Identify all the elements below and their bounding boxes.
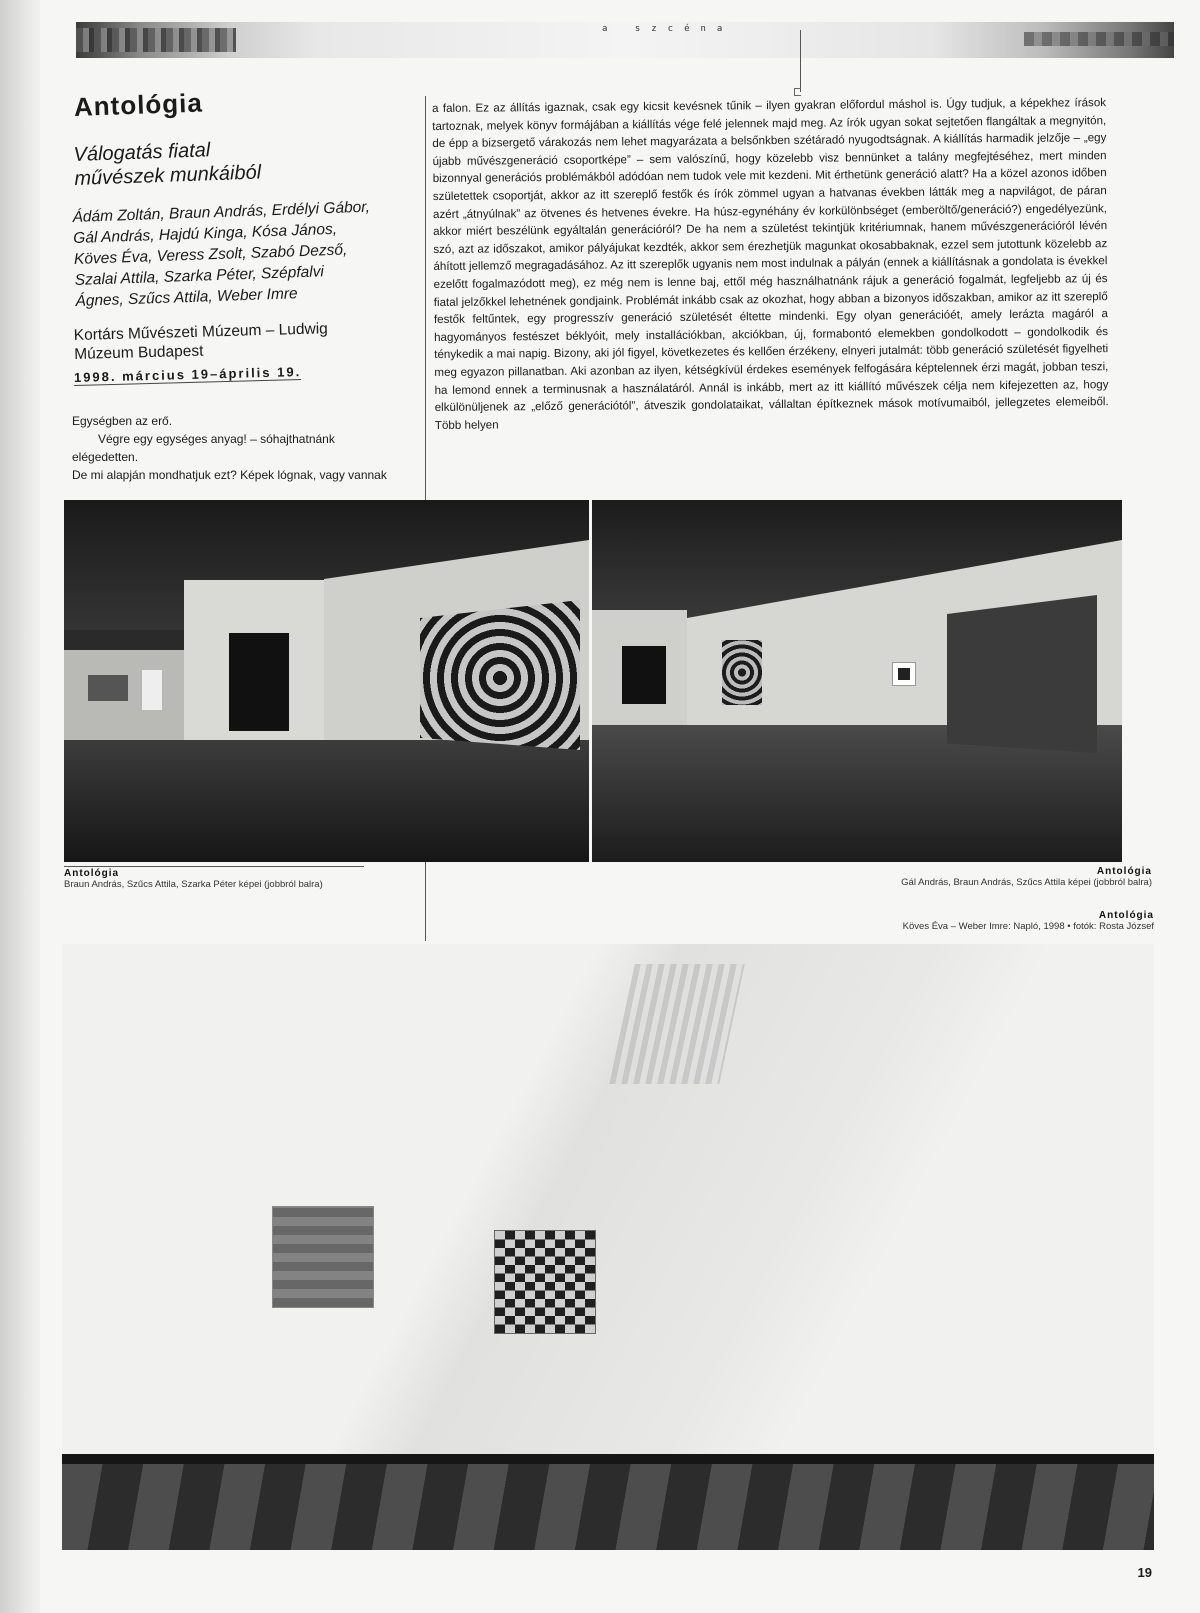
gallery-photo-2 [592, 500, 1122, 862]
magazine-page [40, 0, 1200, 1613]
caption-title: Antológia [1096, 866, 1152, 877]
artist-line: Ádám Zoltán, Braun András, Erdélyi Gábor, [72, 198, 371, 227]
concentric-circles-painting [420, 600, 580, 750]
subtitle-line: Válogatás fiatal [73, 139, 211, 167]
caption-text: Braun András, Szűcs Attila, Szarka Péter képei (jobbról balra) [64, 879, 323, 890]
caption-photo-3 [903, 910, 1154, 932]
gallery-photo-1 [64, 500, 589, 862]
caption-text: Gál András, Braun András, Szűcs Attila képei (jobbról balra) [901, 877, 1152, 888]
caption-text: Köves Éva – Weber Imre: Napló, 1998 • fotók: Rosta József [902, 921, 1154, 932]
article-title: Antológia [73, 87, 204, 122]
header-bracket [800, 30, 801, 92]
dark-painting [622, 646, 666, 704]
header-bracket-foot [794, 88, 801, 96]
venue-line: Kortárs Művészeti Múzeum – Ludwig [73, 320, 329, 345]
caption-title: Antológia [64, 868, 120, 879]
intro-line: De mi alapján mondhatjuk ezt? Képek lógnak, vagy vannak [72, 468, 387, 482]
page-gutter [0, 0, 40, 1613]
caption-photo-2 [901, 866, 1152, 888]
artist-line: Gál András, Hajdú Kinga, Kósa János, [72, 220, 338, 248]
exhibition-dates: 1998. március 19–április 19. [73, 364, 302, 385]
painting [88, 675, 128, 701]
large-grey-painting [947, 595, 1097, 753]
page-number: 19 [1137, 1565, 1152, 1580]
small-framed-painting [892, 662, 916, 686]
artist-line: Ágnes, Szűcs Attila, Weber Imre [75, 285, 298, 310]
artist-line: Köves Éva, Veress Zsolt, Szabó Dezső, [73, 241, 348, 268]
article-subtitle [73, 132, 400, 191]
article-sidebar [70, 87, 400, 484]
intro-line: Egységben az erő. [72, 414, 173, 428]
body-paragraph: a falon. Ez az állítás igaznak, csak egy kicsit kevésnek tűnik – ilyen gyakran előfordul máshol is. Úgy tudjuk, a képekhez írások tartoznak, melyek könyv formájában a kiállítás vége felé jelennek majd meg. Az írók ugyan sokat sejtetően flangáltak a megnyitón, de épp a bizsergető várakozás nem lehet magyarázata a belsőnkben szétáradó nyugodtságnak. A kiállítás harmadik jelzője – „egy újabb művészgeneráció csoportképe” – sem valószínű, hogy közelebb visz bennünket a talány megfejtéséhez, mert minden bizonnyal generációs problémákból adódóan nem tudok vele mit kezdeni. Mit érthetünk generáció alatt? Ha a közel azonos időben születettek csoportját, akkor az itt szereplő festők és írók zömmel ugyan a hatvanas években látták meg a napvilágot, de páran azért „átnyúlnak” az ötvenes és hetvenes évekre. Ha húsz-egynéhány év korkülönbséget (emberöltő/generáció?) engedélyezünk, akkor miért beszélünk egyáltalán generációról? De ha nem a születést tekintjük kritériumnak, hanem művészgenerációról lévén szó, azt az időszakot, amikor pályájukat kezdték, akkor sem érezhetjük magunkat okosabbaknak, ezzel sem jutottunk közelebb az áhított jellemző megragadásához. Az itt szereplők ugyanis nem most indulnak a pályán (ennek a kiállításnak a gondolata is évekkel ezelőtt fogalmazódott meg), ez még nem is lenne baj, ettől még használhatnánk rájuk a generáció fogalmát, legfeljebb az új és fiatal jelzőkkel lehetnének gondjaink. Problémát inkább csak az okozhat, hogy abban a bizonyos időszakban, amikor az itt szereplő festők feltűntek, egy progresszív generáció születését éltette mindenki. Egy olyan generációét, amely lerázta magáról a hagyományos festészet béklyóit, mely installációkban, akciókban, új, formabontó elemekben gondolkodott – gondolkodik és ténykedik a mai napig. Bizony, aki jól figyel, következetes és kellően érzékeny, elnyeri jutalmát: több generáció születését figyelheti meg egyazon pillanatban. Aki azonban az ilyen, kétségkívül érdekes események felfogására képtelennek érzi magát, jobban teszi, ha lemond ennek a terminusnak a használatáról. Annál is inkább, mert az itt kiállító művészek célja nem kifejezetten az, hogy elkülönüljenek az „előző generációtól”, átveszik gondolataikat, vállaltan építkeznek mások motívumaiból, jellegzetes elemeiből. Több helyen [432, 96, 1109, 432]
doorway [142, 670, 162, 710]
gallery-photo-3 [62, 944, 1154, 1550]
grid-painting-light [272, 1206, 374, 1308]
section-label: a szcéna [602, 24, 734, 34]
intro-line: Végre egy egységes anyag! – sóhajthatnánk elégedetten. [72, 432, 335, 464]
caption-photo-1 [64, 866, 364, 890]
photo-floor [64, 740, 589, 862]
article-body [432, 94, 1109, 434]
article-intro [72, 412, 400, 484]
venue [74, 317, 401, 364]
dark-painting [229, 633, 289, 731]
artist-line: Szalai Attila, Szarka Péter, Szépfalvi [74, 263, 325, 289]
artist-list [72, 196, 401, 312]
photo-floor [62, 1464, 1154, 1550]
wall-baseboard [62, 1454, 1154, 1464]
subtitle-line: művészek munkáiból [74, 161, 262, 190]
grid-painting-dark [494, 1230, 596, 1334]
caption-title: Antológia [1098, 910, 1154, 921]
concentric-circles-painting [722, 640, 762, 705]
venue-line: Múzeum Budapest [74, 342, 204, 363]
